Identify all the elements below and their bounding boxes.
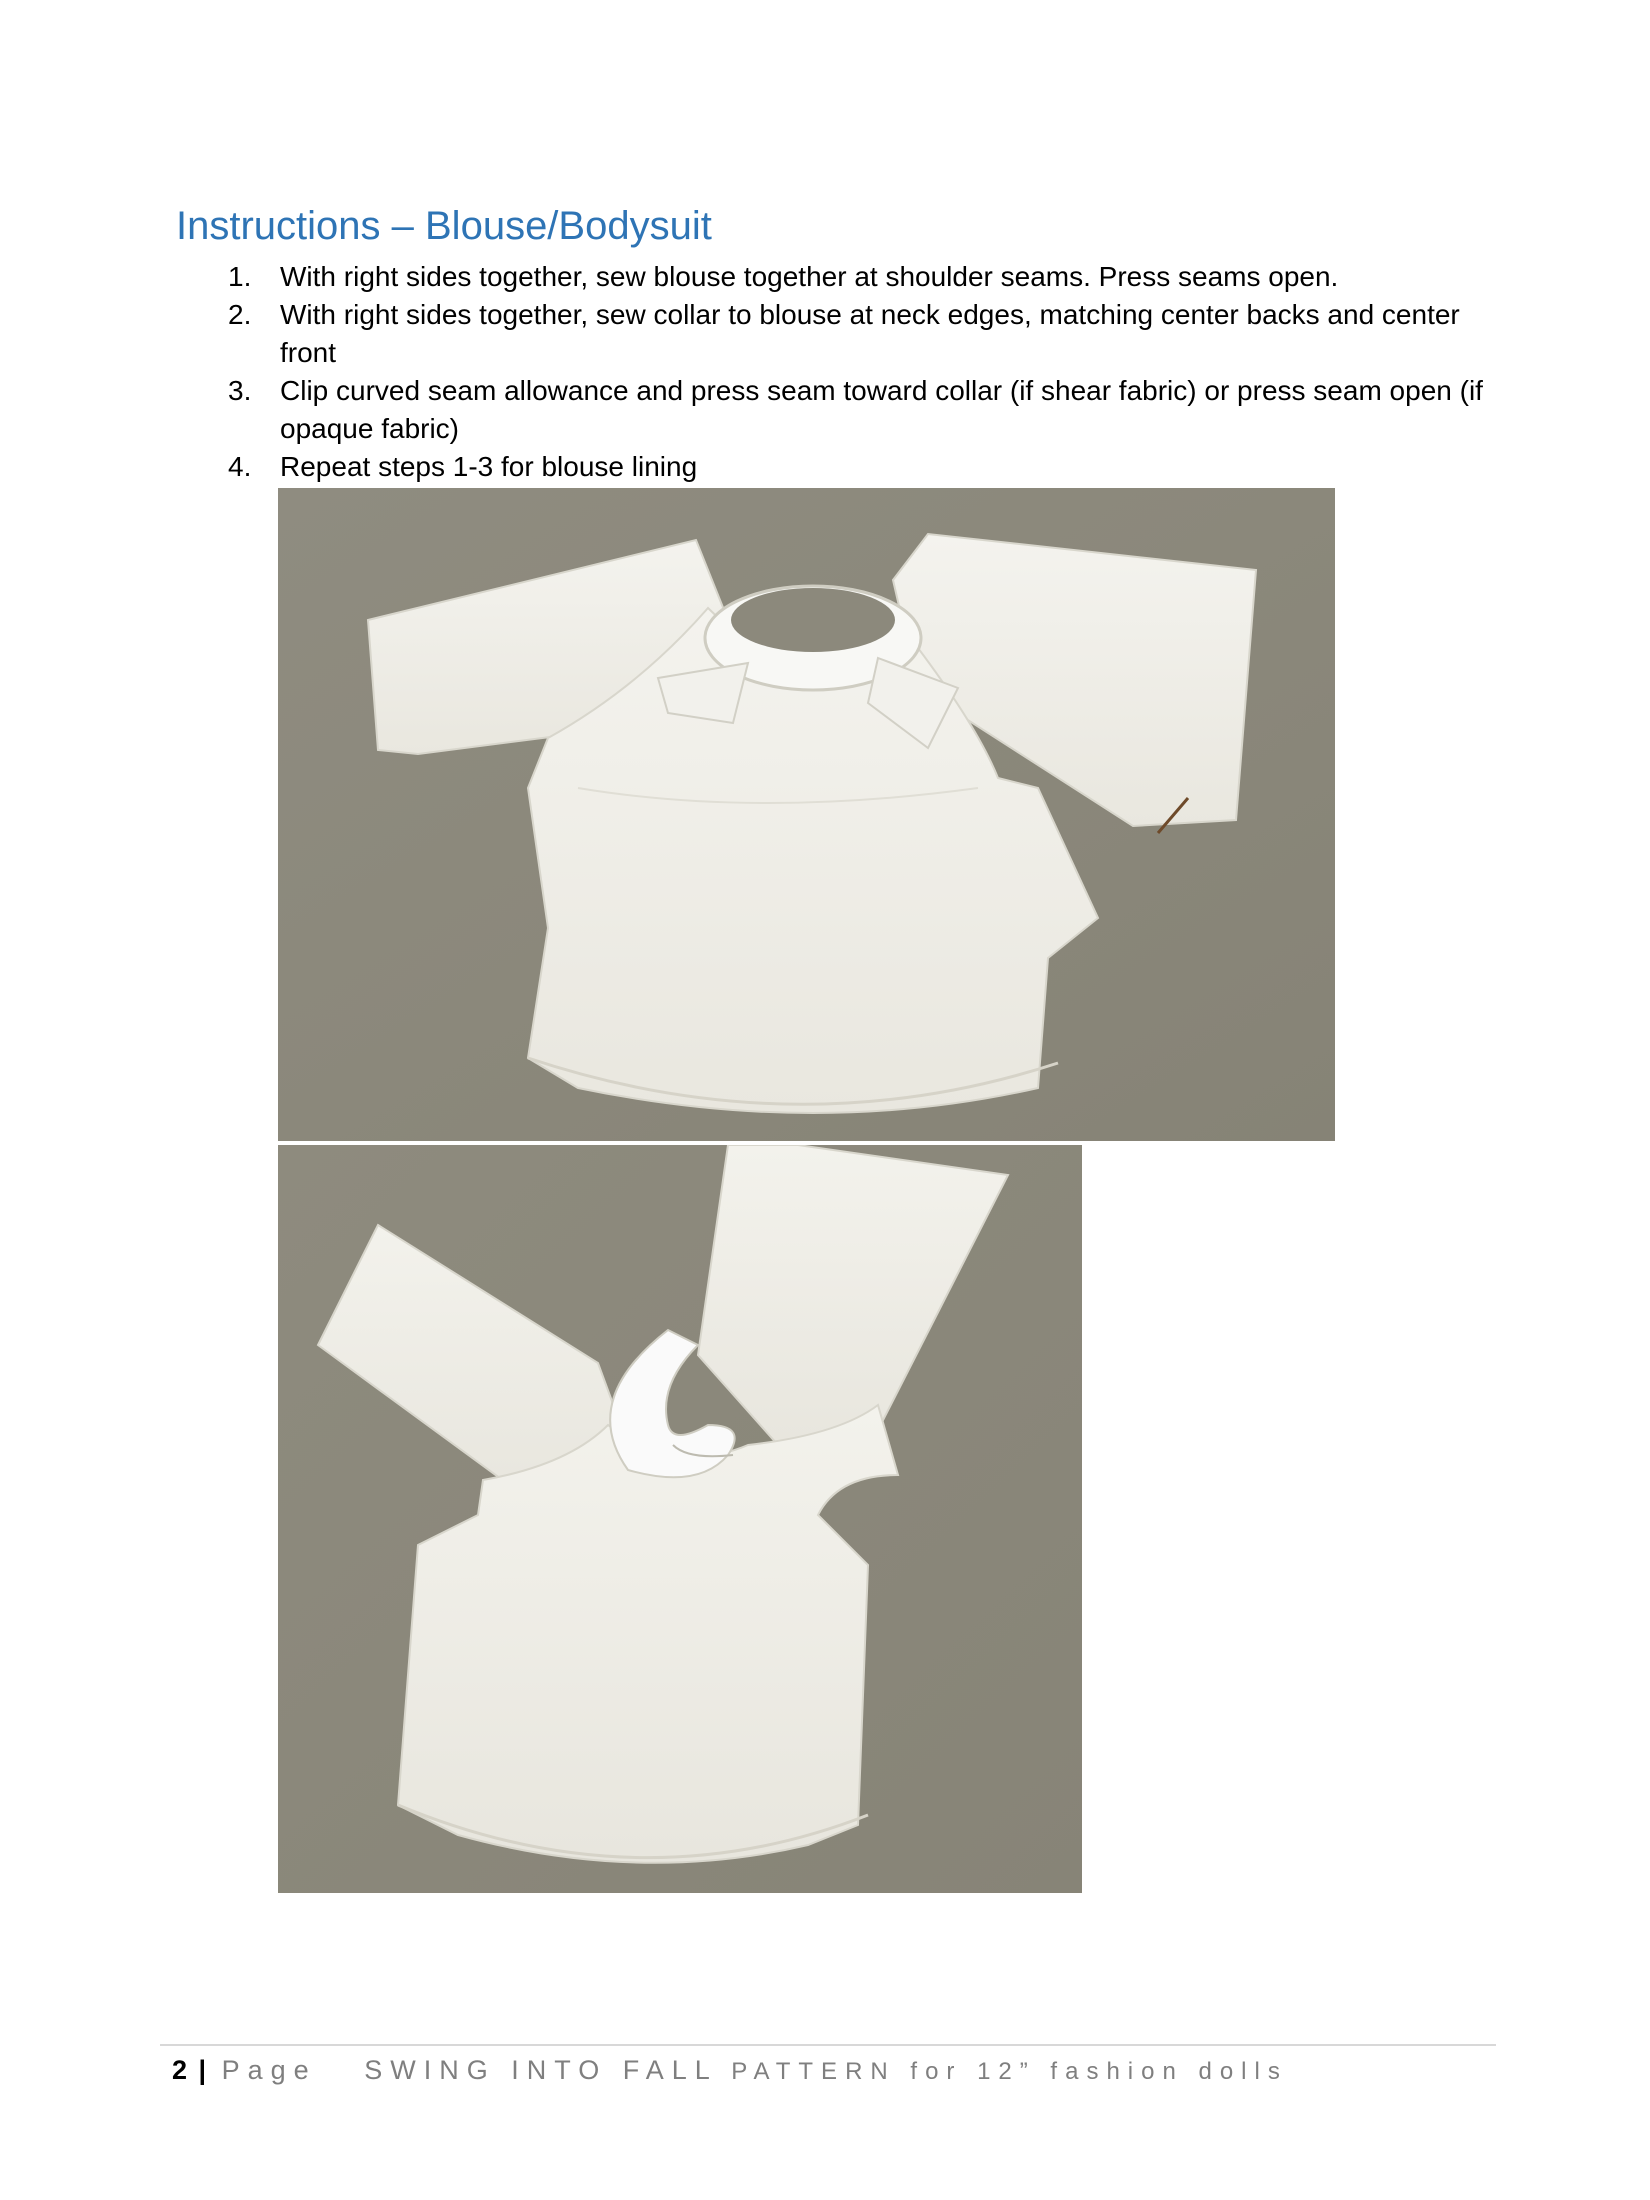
page-label: Page xyxy=(221,2055,317,2085)
step-number: 4. xyxy=(228,451,252,482)
blouse-lining-illustration xyxy=(278,1145,1082,1893)
step-text: Repeat steps 1-3 for blouse lining xyxy=(280,451,698,482)
instruction-step xyxy=(218,448,1518,486)
blouse-collar-sewn-illustration xyxy=(278,488,1335,1141)
instruction-step xyxy=(218,296,1518,372)
step-number: 2. xyxy=(228,299,252,330)
page-number: 2 xyxy=(172,2055,188,2085)
step-text: Clip curved seam allowance and press seam toward collar (if shear fabric) or press seam open (if opaque fabric) xyxy=(280,375,1483,444)
instruction-steps xyxy=(218,258,1518,486)
instruction-step xyxy=(218,258,1518,296)
pattern-title: SWING INTO FALL xyxy=(364,2055,718,2085)
page-heading: Instructions – Blouse/Bodysuit xyxy=(176,204,712,248)
step-number: 3. xyxy=(228,375,252,406)
blouse-collar-sewn-photo xyxy=(278,488,1335,1141)
instruction-step xyxy=(218,372,1518,448)
step-text: With right sides together, sew collar to blouse at neck edges, matching center backs and center front xyxy=(280,299,1460,368)
blouse-lining-photo xyxy=(278,1145,1082,1893)
page-separator: | xyxy=(198,2055,207,2085)
footer-divider xyxy=(160,2044,1496,2046)
step-text: With right sides together, sew blouse together at shoulder seams. Press seams open. xyxy=(280,261,1339,292)
step-number: 1. xyxy=(228,261,252,292)
page-footer xyxy=(172,2050,1288,2092)
pattern-subtitle: PATTERN for 12” fashion dolls xyxy=(731,2058,1288,2085)
